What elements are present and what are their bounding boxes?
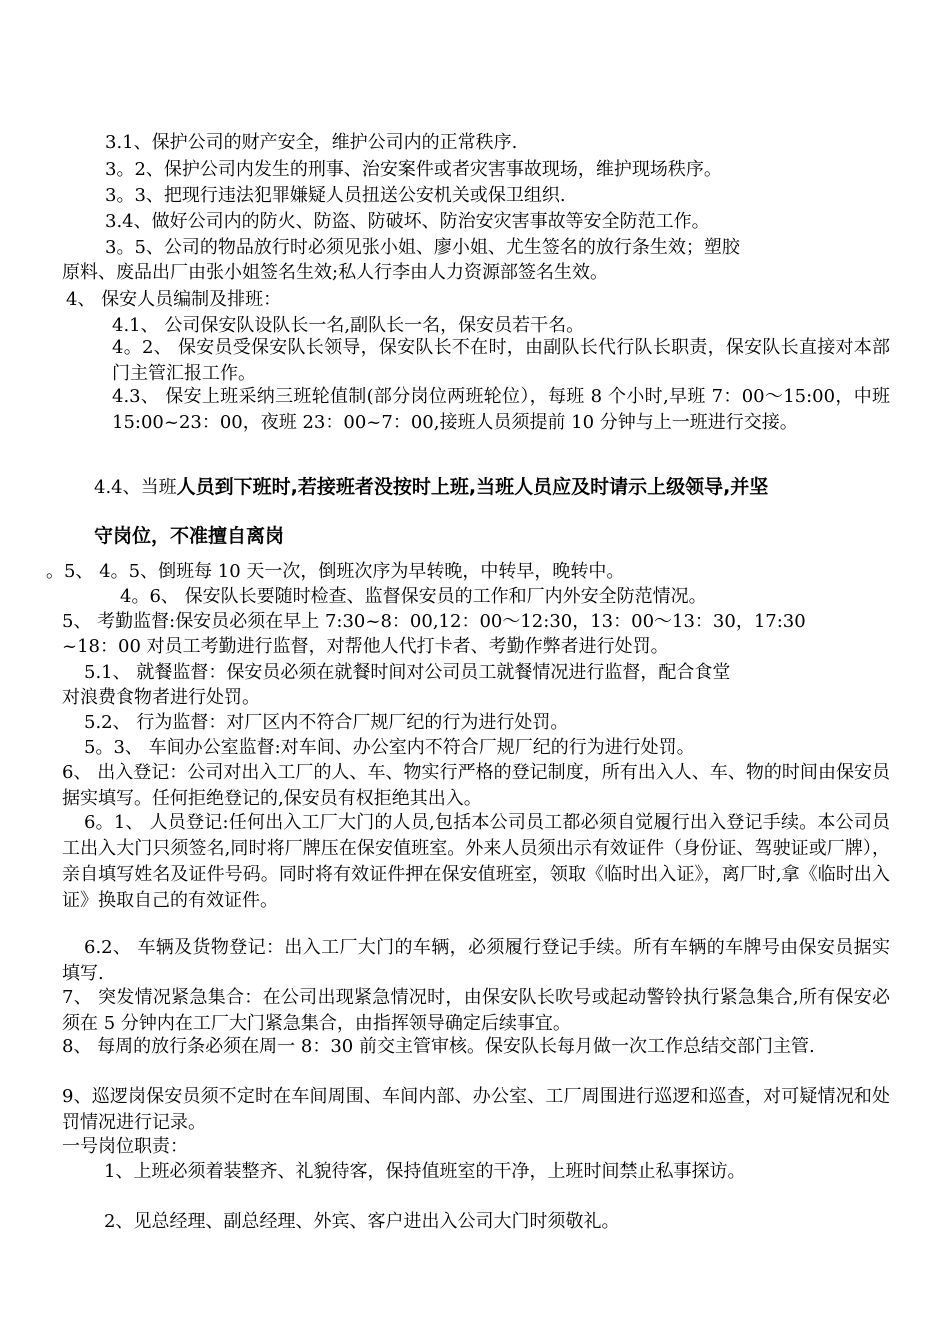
paragraph-4-3: 4.3、 保安上班采纳三班轮值制(部分岗位两班轮位），每班 8 个小时,早班 7：00～15:00，中班 15:00~23：00，夜班 23：00~7：00,接班人员须提前 10 分钟与上一班进行交接。 — [112, 386, 890, 433]
section-5-line1: 5、 考勤监督:保安员必须在早上 7:30~8：00,12：00～12:30，13：00～13：30，17:30 — [62, 611, 806, 632]
paragraph-4-5: 。5、 4。5、倒班每 10 天一次，倒班次序为早转晚，中转早，晚转中。 — [46, 561, 625, 582]
paragraph-5-2: 5.2、 行为监督：对厂区内不符合厂规厂纪的行为进行处罚。 — [84, 712, 569, 733]
paragraph-3-1: 3.1、保护公司的财产安全，维护公司内的正常秩序. — [105, 132, 518, 153]
section-6: 6、 出入登记：公司对出入工厂的人、车、物实行严格的登记制度，所有出入人、车、物的时间由保安员据实填写。任何拒绝登记的,保安员有权拒绝其出入。 — [62, 762, 890, 809]
paragraph-4-2: 4。2、 保安员受保安队长领导，保安队长不在时，由副队长代行队长职责，保安队长直接对本部门主管汇报工作。 — [112, 337, 890, 384]
post-1-item-2: 2、见总经理、副总经理、外宾、客户进出入公司大门时须敬礼。 — [104, 1211, 620, 1232]
paragraph-4-4-line1 — [94, 474, 768, 501]
paragraph-4-4-line2: 守岗位，不准擅自离岗 — [94, 525, 285, 547]
section-4-heading: 4、 保安人员编制及排班： — [66, 289, 282, 310]
section-7: 7、 突发情况紧急集合：在公司出现紧急情况时，由保安队长吹号或起动警铃执行紧急集合,所有保安必须在 5 分钟内在工厂大门紧急集合，由指挥领导确定后续事宜。 — [62, 987, 890, 1034]
paragraph-3-5-line1: 3。5、公司的物品放行时必须见张小姐、廖小姐、尤生签名的放行条生效；塑胶 — [105, 237, 740, 258]
section-9: 9、巡逻岗保安员须不定时在车间周围、车间内部、办公室、工厂周围进行巡逻和巡查，对可疑情况和处罚情况进行记录。 — [62, 1086, 890, 1133]
paragraph-4-6: 4。6、 保安队长要随时检查、监督保安员的工作和厂内外安全防范情况。 — [120, 586, 707, 607]
paragraph-6-1: 6。1、 人员登记:任何出入工厂大门的人员,包括本公司员工都必须自觉履行出入登记手续。本公司员工出入大门只须签名,同时将厂牌压在保安值班室。外来人员须出示有效证件（身份证、驾驶证或厂牌），亲自填写姓名及证件号码。同时将有效证件押在保安值班室，领取《临时出入证》，离厂时,拿《临时出入证》换取自己的有效证件。 — [62, 812, 890, 911]
paragraph-4-1: 4.1、 公司保安队设队长一名,副队长一名，保安员若干名。 — [112, 315, 585, 336]
paragraph-3-4: 3.4、做好公司内的防火、防盗、防破坏、防治安灾害事故等安全防范工作。 — [105, 211, 710, 232]
section-8: 8、 每周的放行条必须在周一 8：30 前交主管审核。保安队长每月做一次工作总结交部门主管. — [62, 1036, 815, 1057]
paragraph-4-4-prefix: 4.4、当班 — [94, 477, 177, 498]
paragraph-5-3: 5。3、 车间办公室监督:对车间、办公室内不符合厂规厂纪的行为进行处罚。 — [84, 737, 695, 758]
post-1-item-1: 1、上班必须着装整齐、礼貌待客，保持值班室的干净，上班时间禁止私事探访。 — [104, 1161, 746, 1182]
section-5-line2: ~18：00 对员工考勤进行监督，对帮他人代打卡者、考勤作弊者进行处罚。 — [62, 636, 669, 657]
post-1-heading: 一号岗位职责： — [62, 1136, 188, 1157]
paragraph-5-1-line2: 对浪费食物者进行处罚。 — [62, 687, 260, 708]
paragraph-4-4-bold: 人员到下班时,若接班者没按时上班,当班人员应及时请示上级领导,并坚 — [176, 476, 769, 498]
paragraph-3-2: 3。2、保护公司内发生的刑事、治安案件或者灾害事故现场，维护现场秩序。 — [105, 159, 722, 180]
paragraph-3-3: 3。3、把现行违法犯罪嫌疑人员扭送公安机关或保卫组织. — [105, 185, 566, 206]
paragraph-3-5-line2: 原料、废品出厂由张小姐签名生效;私人行李由人力资源部签名生效。 — [62, 262, 609, 283]
paragraph-6-2: 6.2、 车辆及货物登记：出入工厂大门的车辆，必须履行登记手续。所有车辆的车牌号由保安员据实填写. — [62, 937, 890, 984]
paragraph-5-1-line1: 5.1、 就餐监督：保安员必须在就餐时间对公司员工就餐情况进行监督，配合食堂 — [84, 662, 731, 683]
